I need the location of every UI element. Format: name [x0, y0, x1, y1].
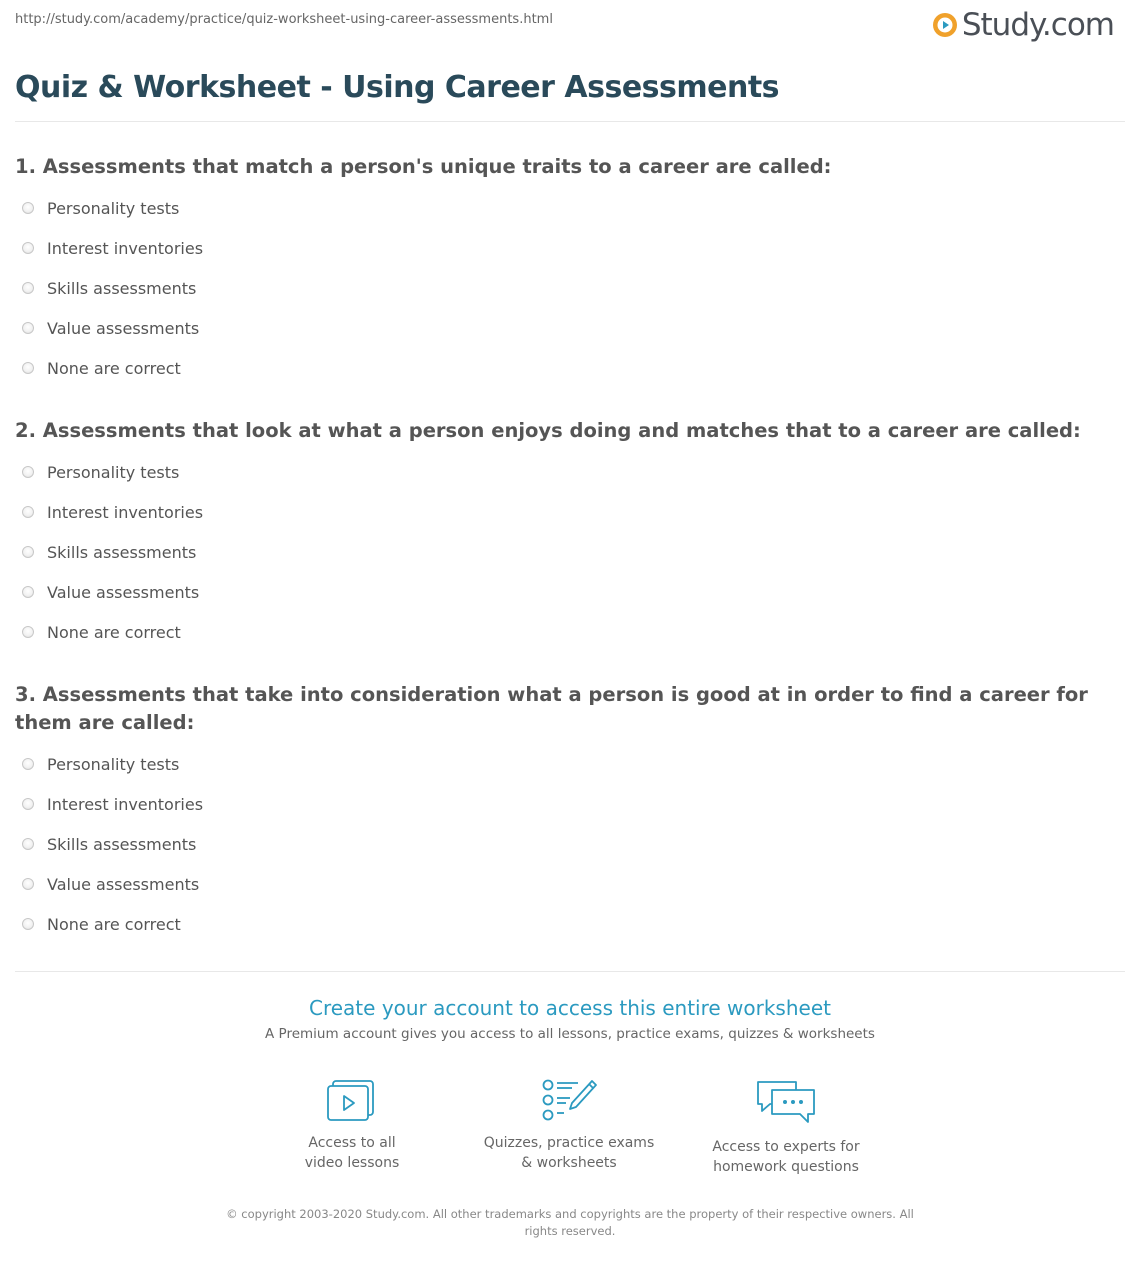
quiz-checklist-icon — [540, 1078, 598, 1122]
radio-icon[interactable] — [22, 546, 34, 558]
option-label: Personality tests — [47, 754, 180, 774]
feature-label-line: Access to all — [308, 1135, 396, 1151]
radio-icon[interactable] — [22, 878, 34, 890]
logo-text: Study.com — [961, 7, 1114, 43]
radio-icon[interactable] — [22, 798, 34, 810]
radio-icon[interactable] — [22, 202, 34, 214]
option-label: Value assessments — [47, 874, 200, 894]
answer-option[interactable] — [22, 532, 203, 572]
option-label: None are correct — [47, 622, 181, 642]
expert-chat-icon — [754, 1078, 818, 1126]
answer-option[interactable] — [22, 452, 203, 492]
radio-icon[interactable] — [22, 626, 34, 638]
answer-option[interactable] — [22, 572, 203, 612]
feature-label-line: Access to experts for — [712, 1139, 860, 1155]
radio-icon[interactable] — [22, 242, 34, 254]
radio-icon[interactable] — [22, 758, 34, 770]
option-label: Interest inventories — [47, 794, 204, 814]
answer-option[interactable] — [22, 188, 203, 228]
radio-icon[interactable] — [22, 586, 34, 598]
option-label: Interest inventories — [47, 502, 204, 522]
answer-option[interactable] — [22, 784, 203, 824]
answer-option[interactable] — [22, 268, 203, 308]
radio-icon[interactable] — [22, 918, 34, 930]
option-label: Personality tests — [47, 462, 180, 482]
option-label: Interest inventories — [47, 238, 204, 258]
signup-cta — [0, 996, 1140, 1042]
option-label: None are correct — [47, 358, 181, 378]
answer-option[interactable] — [22, 492, 203, 532]
question-2-options — [22, 452, 203, 652]
feature-quizzes — [469, 1078, 669, 1173]
radio-icon[interactable] — [22, 322, 34, 334]
answer-option[interactable] — [22, 744, 203, 784]
radio-icon[interactable] — [22, 466, 34, 478]
feature-video-lessons — [252, 1078, 452, 1173]
feature-label-line: & worksheets — [521, 1155, 617, 1171]
question-3: 3. Assessments that take into consideration what a person is good at in order to find a career for them are called: — [15, 683, 1088, 734]
question-2: 2. Assessments that look at what a person enjoys doing and matches that to a career are called: — [15, 419, 1081, 442]
study-logo[interactable] — [932, 6, 1114, 44]
feature-label-line: Quizzes, practice exams — [483, 1135, 655, 1151]
question-1: 1. Assessments that match a person's unique traits to a career are called: — [15, 155, 832, 178]
copyright-notice: © copyright 2003-2020 Study.com. All other trademarks and copyrights are the property of their respective owners. All rights reserved. — [226, 1207, 914, 1238]
radio-icon[interactable] — [22, 838, 34, 850]
option-label: Personality tests — [47, 198, 180, 218]
answer-option[interactable] — [22, 308, 203, 348]
title-divider — [15, 121, 1125, 122]
answer-option[interactable] — [22, 348, 203, 388]
cta-subtitle: A Premium account gives you access to all lessons, practice exams, quizzes & worksheets — [265, 1026, 875, 1042]
section-divider — [15, 971, 1125, 972]
page-url: http://study.com/academy/practice/quiz-worksheet-using-career-assessments.html — [15, 12, 553, 27]
radio-icon[interactable] — [22, 282, 34, 294]
option-label: Skills assessments — [47, 834, 197, 854]
cta-title-link[interactable]: Create your account to access this entire worksheet — [309, 996, 831, 1020]
video-lesson-icon — [325, 1078, 379, 1122]
radio-icon[interactable] — [22, 506, 34, 518]
feature-label-line: video lessons — [304, 1155, 400, 1171]
play-circle-icon — [932, 12, 958, 38]
feature-label-line: homework questions — [713, 1159, 859, 1175]
feature-experts — [686, 1078, 886, 1177]
option-label: Skills assessments — [47, 278, 197, 298]
page-title: Quiz & Worksheet - Using Career Assessments — [15, 70, 780, 105]
answer-option[interactable] — [22, 824, 203, 864]
option-label: None are correct — [47, 914, 181, 934]
option-label: Skills assessments — [47, 542, 197, 562]
answer-option[interactable] — [22, 904, 203, 944]
option-label: Value assessments — [47, 582, 200, 602]
question-3-options — [22, 744, 203, 944]
answer-option[interactable] — [22, 612, 203, 652]
answer-option[interactable] — [22, 864, 203, 904]
radio-icon[interactable] — [22, 362, 34, 374]
question-1-options — [22, 188, 203, 388]
option-label: Value assessments — [47, 318, 200, 338]
answer-option[interactable] — [22, 228, 203, 268]
